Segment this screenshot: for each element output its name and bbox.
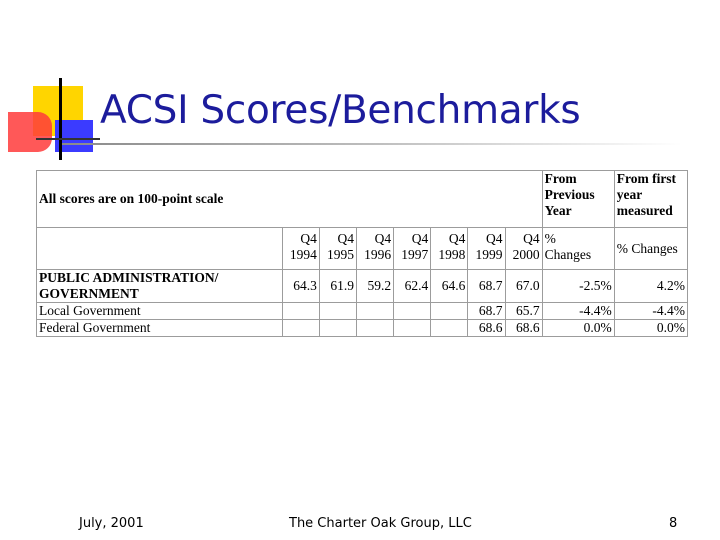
year-header: Q4 1997 bbox=[394, 228, 431, 270]
slide-title: ACSI Scores/Benchmarks bbox=[100, 88, 581, 133]
year-header: Q4 1996 bbox=[357, 228, 394, 270]
footer-company: The Charter Oak Group, LLC bbox=[289, 516, 472, 531]
score-cell bbox=[357, 303, 394, 320]
first-change-cell: -4.4% bbox=[614, 303, 687, 320]
score-cell bbox=[282, 320, 319, 337]
score-cell: 61.9 bbox=[319, 270, 356, 303]
year-header: Q4 1995 bbox=[319, 228, 356, 270]
logo-horizontal-line bbox=[36, 138, 100, 140]
score-cell bbox=[431, 320, 468, 337]
first-change-cell: 4.2% bbox=[614, 270, 687, 303]
score-cell: 64.3 bbox=[282, 270, 319, 303]
year-header: Q4 1999 bbox=[468, 228, 505, 270]
scale-note: All scores are on 100-point scale bbox=[37, 171, 543, 228]
header-blank-cell bbox=[37, 228, 283, 270]
header-from-first: From first year measured bbox=[614, 171, 687, 228]
score-cell: 64.6 bbox=[431, 270, 468, 303]
table-header-row-1 bbox=[37, 171, 688, 228]
score-cell: 62.4 bbox=[394, 270, 431, 303]
score-cell: 65.7 bbox=[505, 303, 542, 320]
row-label: Local Government bbox=[37, 303, 283, 320]
pct-changes-header: % Changes bbox=[542, 228, 614, 270]
footer-page-number: 8 bbox=[669, 516, 678, 531]
year-header: Q4 1998 bbox=[431, 228, 468, 270]
prev-change-cell: -2.5% bbox=[542, 270, 614, 303]
score-cell bbox=[394, 303, 431, 320]
score-cell bbox=[319, 320, 356, 337]
row-label: PUBLIC ADMINISTRATION/ GOVERNMENT bbox=[37, 270, 283, 303]
score-cell: 68.7 bbox=[468, 270, 505, 303]
header-from-previous: From Previous Year bbox=[542, 171, 614, 228]
prev-change-cell: 0.0% bbox=[542, 320, 614, 337]
year-header: Q4 2000 bbox=[505, 228, 542, 270]
score-cell: 68.6 bbox=[505, 320, 542, 337]
score-cell bbox=[394, 320, 431, 337]
footer-date: July, 2001 bbox=[79, 516, 144, 531]
first-change-cell: 0.0% bbox=[614, 320, 687, 337]
score-cell: 68.6 bbox=[468, 320, 505, 337]
score-cell: 67.0 bbox=[505, 270, 542, 303]
score-cell bbox=[282, 303, 319, 320]
table-row bbox=[37, 270, 688, 303]
logo-red-shape bbox=[8, 112, 52, 152]
prev-change-cell: -4.4% bbox=[542, 303, 614, 320]
score-cell: 59.2 bbox=[357, 270, 394, 303]
first-changes-header: % Changes bbox=[614, 228, 687, 270]
table-header-row-2 bbox=[37, 228, 688, 270]
table-row bbox=[37, 320, 688, 337]
score-cell bbox=[431, 303, 468, 320]
table-row bbox=[37, 303, 688, 320]
score-cell bbox=[319, 303, 356, 320]
scores-table bbox=[36, 170, 688, 337]
title-underline bbox=[62, 143, 682, 145]
score-cell bbox=[357, 320, 394, 337]
row-label: Federal Government bbox=[37, 320, 283, 337]
year-header: Q4 1994 bbox=[282, 228, 319, 270]
score-cell: 68.7 bbox=[468, 303, 505, 320]
logo-vertical-line bbox=[59, 78, 62, 160]
